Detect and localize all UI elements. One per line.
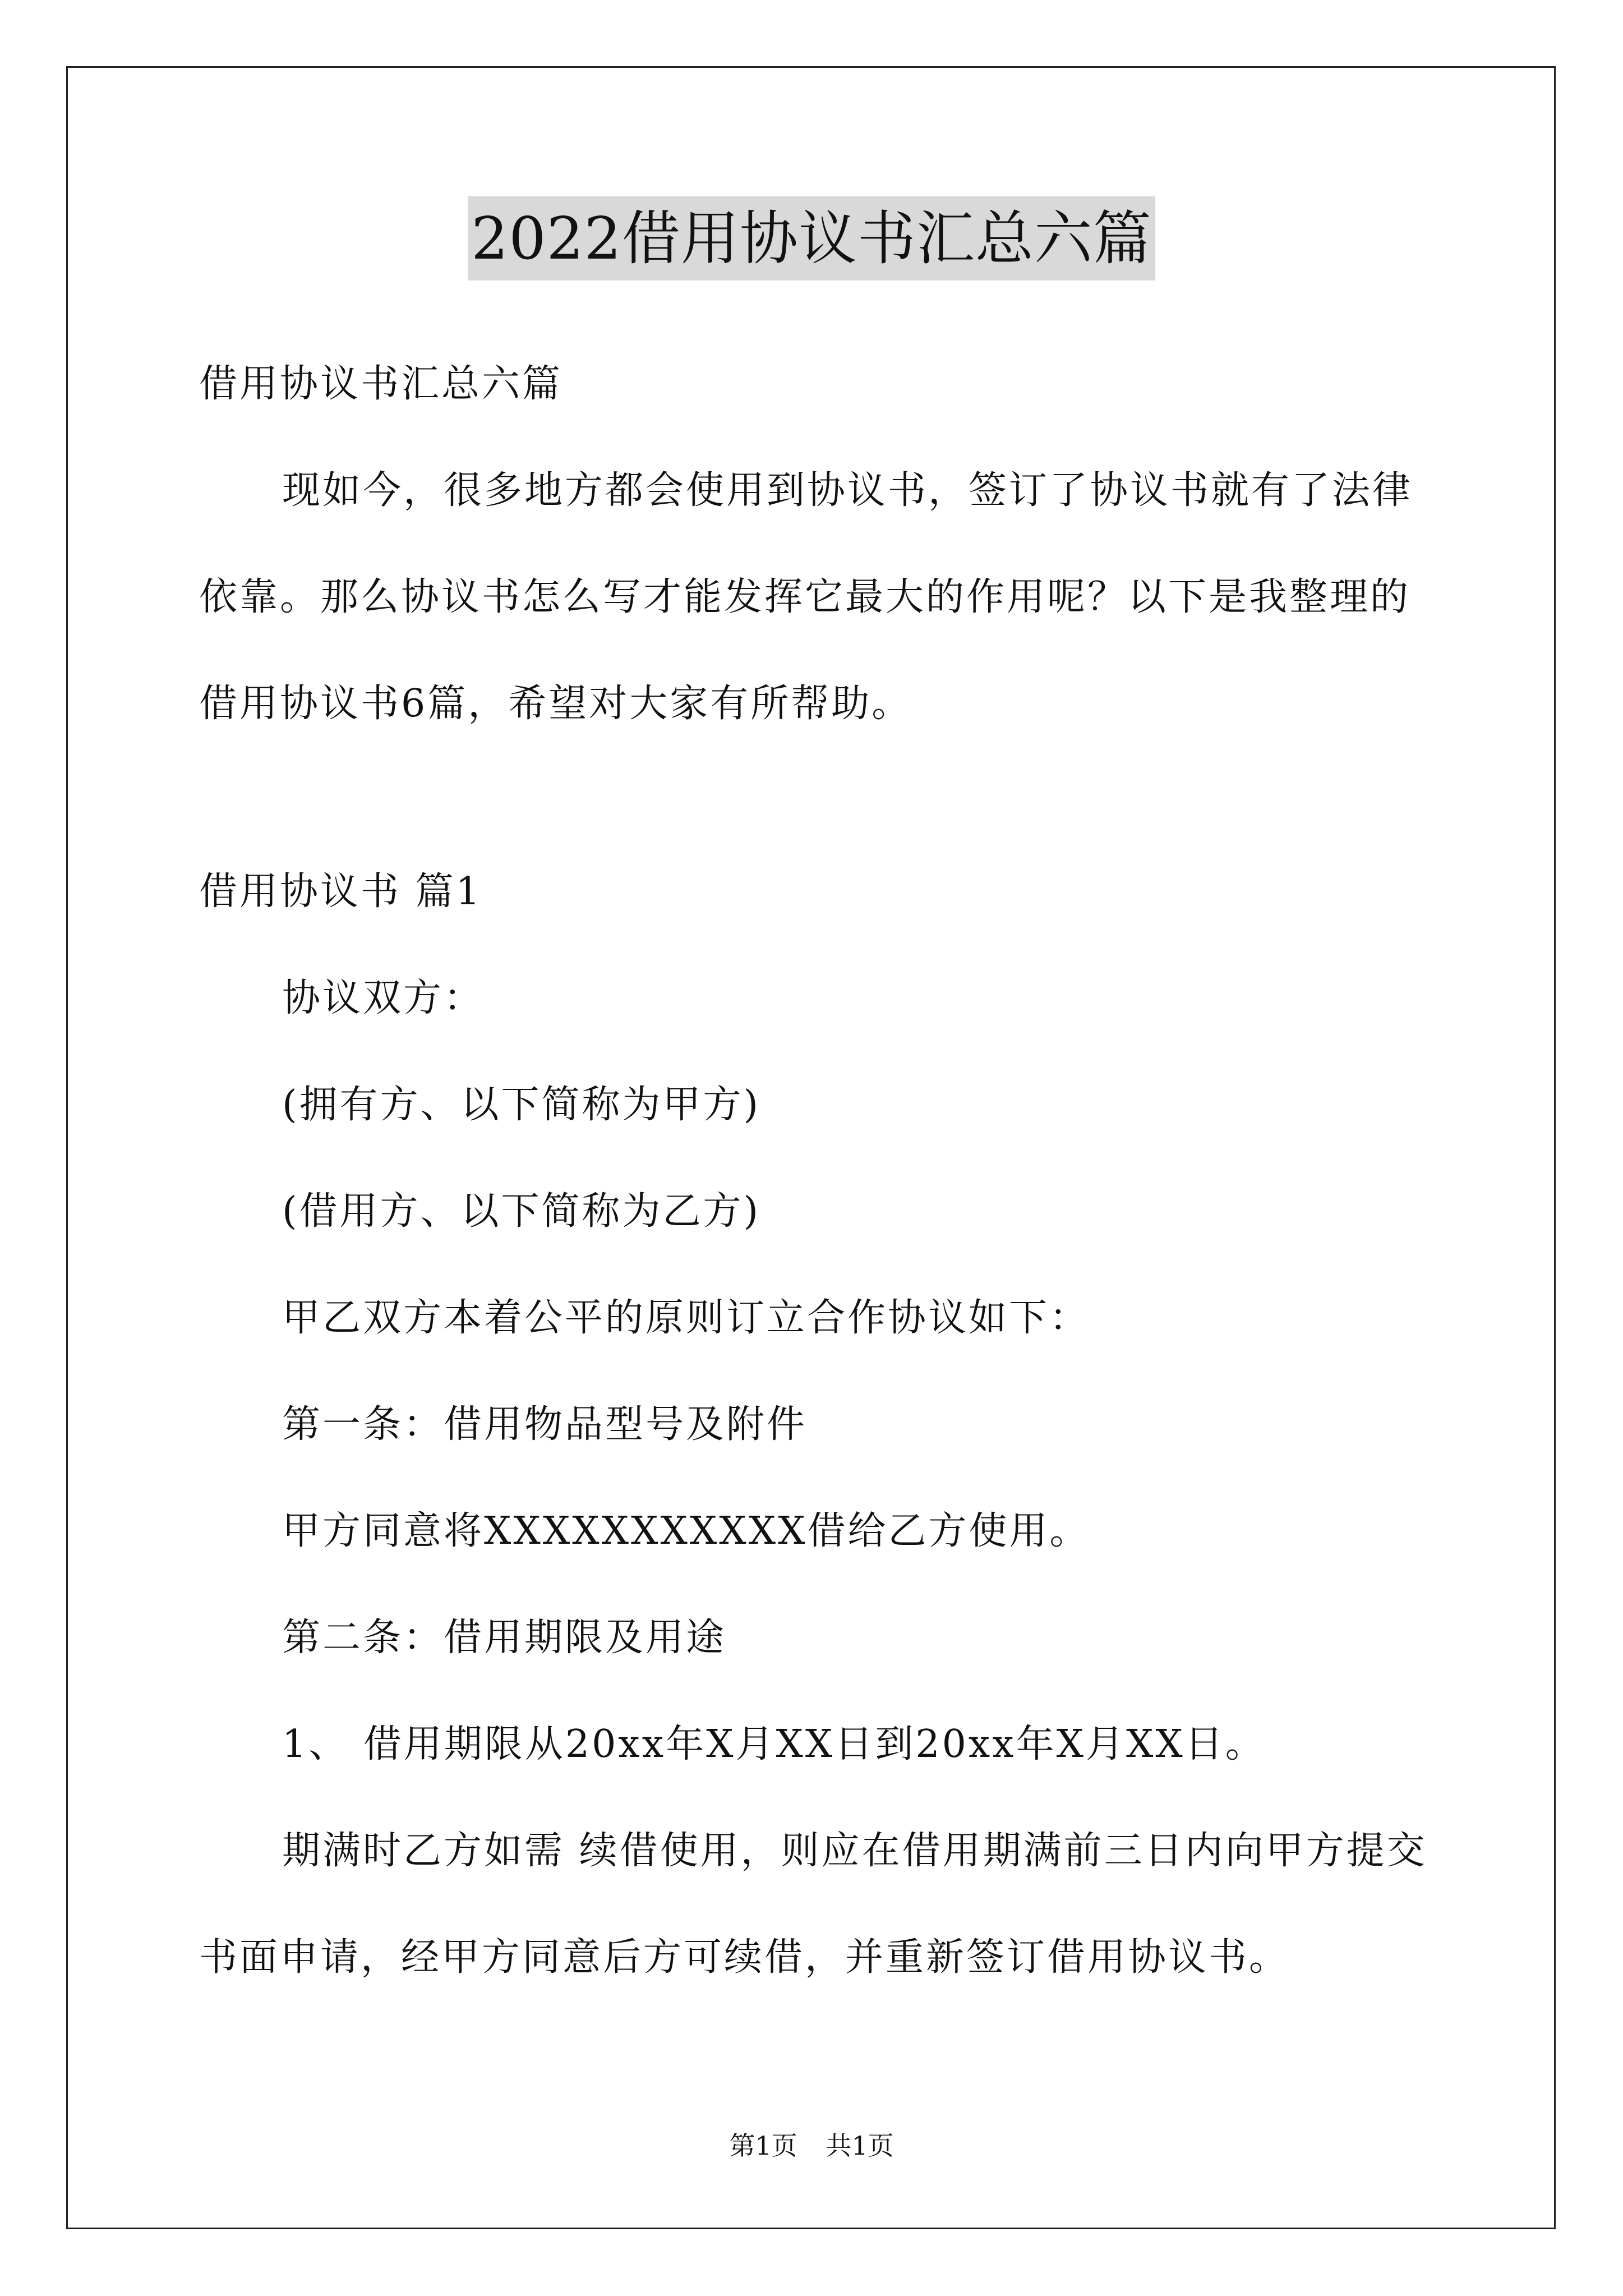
body-line: 甲乙双方本着公平的原则订立合作协议如下：: [282, 1296, 1090, 1340]
body-line: 第二条：借用期限及用途: [282, 1616, 727, 1660]
body-line: (拥有方、以下简称为甲方): [282, 1083, 761, 1127]
body-line: (借用方、以下简称为乙方): [282, 1189, 761, 1234]
intro-line: 现如今，很多地方都会使用到协议书，签订了协议书就有了法律: [282, 468, 1413, 513]
page-footer: [0, 2129, 1623, 2162]
section-spacer: [199, 757, 1427, 839]
page-number: 第1页: [729, 2131, 797, 2161]
page-total: 共1页: [826, 2131, 894, 2161]
body-line: 1、 借用期限从20xx年X月XX日到20xx年X月XX日。: [282, 1722, 1266, 1766]
body-line: 甲方同意将XXXXXXXXXXX借给乙方使用。: [282, 1509, 1090, 1553]
title-block: [0, 196, 1623, 280]
document-title: 2022借用协议书汇总六篇: [468, 196, 1155, 280]
intro-line: 借用协议书6篇，希望对大家有所帮助。: [199, 682, 912, 726]
intro-line: 依靠。那么协议书怎么写才能发挥它最大的作用呢？以下是我整理的: [199, 575, 1411, 619]
body-line: 期满时乙方如需 续借使用，则应在借用期满前三日内向甲方提交: [282, 1829, 1427, 1873]
body-line: 协议双方：: [282, 976, 485, 1020]
section-heading: 借用协议书 篇1: [199, 869, 482, 914]
document-body: [199, 331, 1427, 2011]
body-line: 第一条：借用物品型号及附件: [282, 1402, 808, 1447]
body-line: 书面申请，经甲方同意后方可续借，并重新签订借用协议书。: [199, 1935, 1290, 1980]
document-subtitle: 借用协议书汇总六篇: [199, 362, 563, 406]
